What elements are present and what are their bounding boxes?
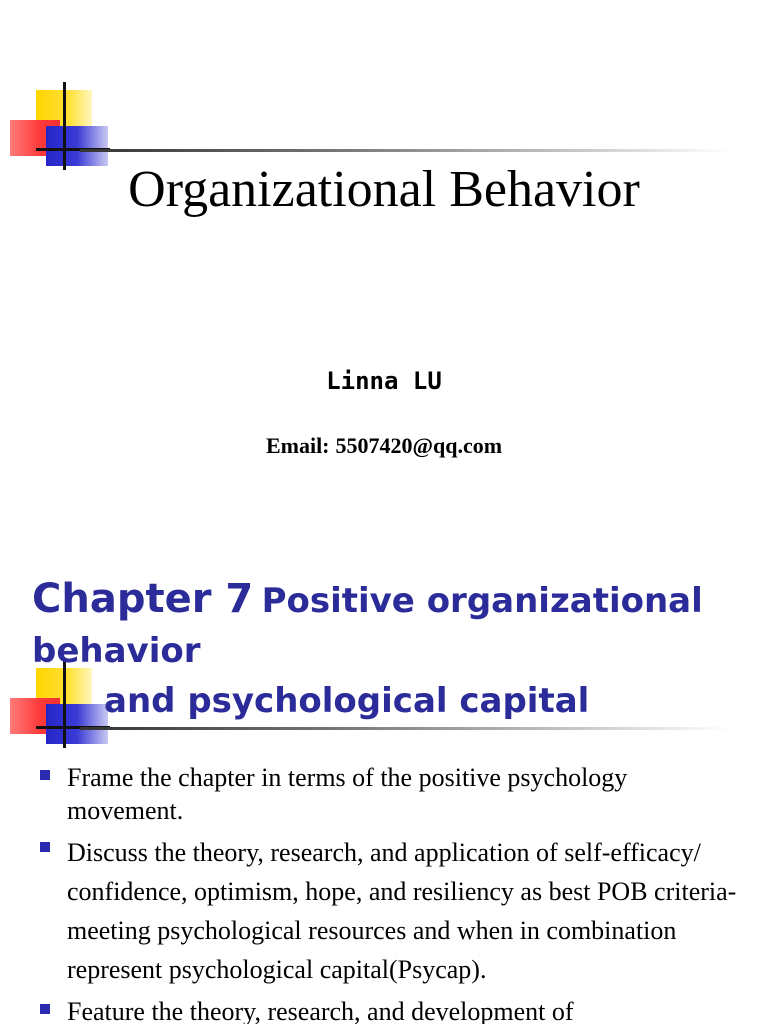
logo-vertical-line (63, 82, 66, 170)
list-item (40, 833, 740, 989)
bullet-text: Feature the theory, research, and development of (67, 997, 574, 1024)
email-label: Email: (265, 433, 330, 458)
email-address: 5507420@qq.com (335, 433, 503, 458)
author-email (0, 433, 768, 459)
objectives-list (40, 761, 740, 1024)
bullet-square-icon (40, 770, 50, 780)
bullet-square-icon (40, 842, 50, 852)
bullet-square-icon (40, 1004, 50, 1014)
list-item (40, 761, 740, 827)
bullet-text: Frame the chapter in terms of the positive psychology movement. (67, 763, 628, 825)
chapter-number: Chapter 7 (32, 576, 254, 622)
chapter-title (32, 576, 752, 725)
author-name: Linna LU (326, 367, 442, 395)
chapter-title-part2: and psychological capital (104, 681, 590, 721)
chapter-title-part1: Positive organizational behavior (32, 581, 703, 671)
presentation-title: Organizational Behavior (128, 161, 640, 218)
bullet-text: Discuss the theory, research, and application of self-efficacy/ confidence, optimism, hope, and resiliency as best POB criteria-meeting psychological resources and when in combination represent psychological capital(Psycap). (67, 838, 737, 984)
slide-2 (0, 576, 768, 1024)
title-underline-rule (80, 727, 730, 730)
list-item (40, 995, 740, 1024)
title-underline-rule (80, 149, 730, 152)
